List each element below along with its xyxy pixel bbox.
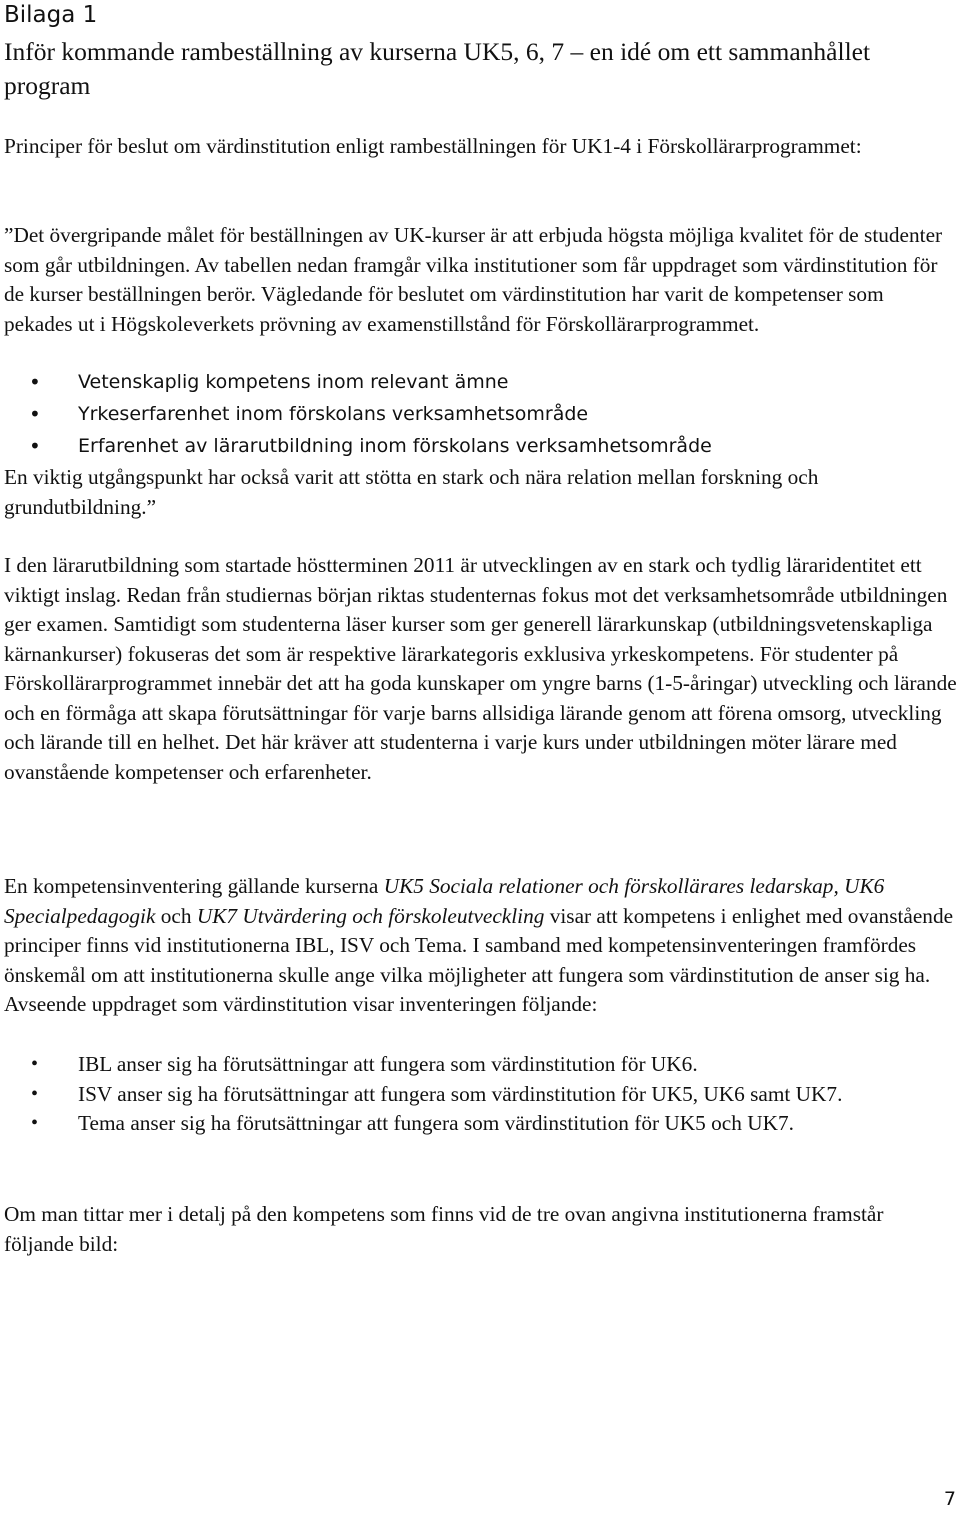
inventory-lead-text: En kompetensinventering gällande kurserna: [4, 874, 384, 898]
list-item: [4, 398, 712, 430]
bullet-icon: •: [31, 1053, 39, 1075]
bullet-icon: •: [29, 402, 41, 426]
institutions-list: [4, 1050, 954, 1139]
institution-text: IBL anser sig ha förutsättningar att fungera som värdinstitution för UK6.: [78, 1052, 698, 1076]
institution-text: Tema anser sig ha förutsättningar att fungera som värdinstitution för UK5 och UK7.: [78, 1111, 794, 1135]
course-uk7-title: UK7 Utvärdering och förskoleutveckling: [196, 903, 545, 928]
closing-paragraph: Om man tittar mer i detalj på den kompetens som finns vid de tre ovan angivna institutionerna framstår följande bild:: [4, 1202, 884, 1256]
teacher-identity-paragraph: I den lärarutbildning som startade höstterminen 2011 är utvecklingen av en stark och tydlig läraridentitet ett viktigt inslag. Redan från studiernas början riktas studenternas fokus mot det verksamhetsområde utbildningen ger examen. Samtidigt som studenterna läser kurser som ger generell lärarkunskap (utbildningsvetenskapliga kärnankurser) fokuseras det som är respektive lärarkategoris exklusiva yrkeskompetens. För studenter på Förskollärarprogrammet innebär det att ha goda kunskaper om yngre barns (1-5-åringar) utveckling och lärande och en förmåga att skapa förutsättningar för varje barns allsidiga lärande genom att förena omsorg, utveckling och lärande till en helhet. Det här kräver att studenterna i varje kurs under utbildningen möter lärare med ovanstående kompetenser och erfarenheter.: [4, 553, 957, 784]
institution-text: ISV anser sig ha förutsättningar att fungera som värdinstitution för UK5, UK6 samt UK7.: [78, 1081, 843, 1106]
list-item: [4, 366, 712, 398]
list-item: [4, 1050, 954, 1080]
bullet-icon: •: [29, 434, 41, 458]
criterion-text: Yrkeserfarenhet inom förskolans verksamhetsområde: [78, 403, 589, 425]
quoted-paragraph-conclusion: En viktig utgångspunkt har också varit att stötta en stark och nära relation mellan forskning och grundutbildning.”: [4, 465, 819, 519]
criteria-list: [4, 366, 712, 462]
annex-label: Bilaga 1: [4, 2, 98, 28]
course-uk5-uk6-title: UK5 Sociala relationer och förskollärares ledarskap, UK6 Specialpedagogik: [4, 874, 885, 928]
conjunction-text: och: [155, 903, 197, 928]
bullet-icon: •: [31, 1082, 39, 1105]
bullet-icon: •: [29, 370, 41, 394]
document-title: Inför kommande rambeställning av kurserna UK5, 6, 7 – en idé om ett sammanhållet program: [4, 37, 871, 100]
principles-heading: Principer för beslut om värdinstitution enligt rambeställningen för UK1-4 i Förskollärarprogrammet:: [4, 134, 862, 158]
inventory-rest-text: visar att kompetens i enlighet med ovanstående principer finns vid institutionerna IBL, ISV och Tema. I samband med kompetensinventeringen framfördes önskemål om att institutionerna skulle ange vilka möjligheter att fungera som värdinstitution de anser sig ha. Avseende uppdraget som värdinstitution visar inventeringen följande:: [4, 903, 954, 1016]
criterion-text: Vetenskaplig kompetens inom relevant ämne: [78, 371, 509, 393]
competence-inventory-paragraph: [4, 872, 960, 1020]
criterion-text: Erfarenhet av lärarutbildning inom förskolans verksamhetsområde: [78, 435, 712, 457]
page-number: 7: [943, 1488, 956, 1510]
quoted-paragraph-intro: ”Det övergripande målet för beställningen av UK-kurser är att erbjuda högsta möjliga kvalitet för de studenter som går utbildningen. Av tabellen nedan framgår vilka institutioner som får uppdraget som värdinstitution för de kurser beställningen berör. Vägledande för beslutet om värdinstitution har varit de kompetenser som pekades ut i Högskoleverkets prövning av examenstillstånd för Förskollärarprogrammet.: [4, 223, 943, 336]
list-item: [4, 430, 712, 462]
list-item: [4, 1080, 954, 1110]
list-item: [4, 1109, 954, 1139]
bullet-icon: •: [31, 1112, 39, 1134]
